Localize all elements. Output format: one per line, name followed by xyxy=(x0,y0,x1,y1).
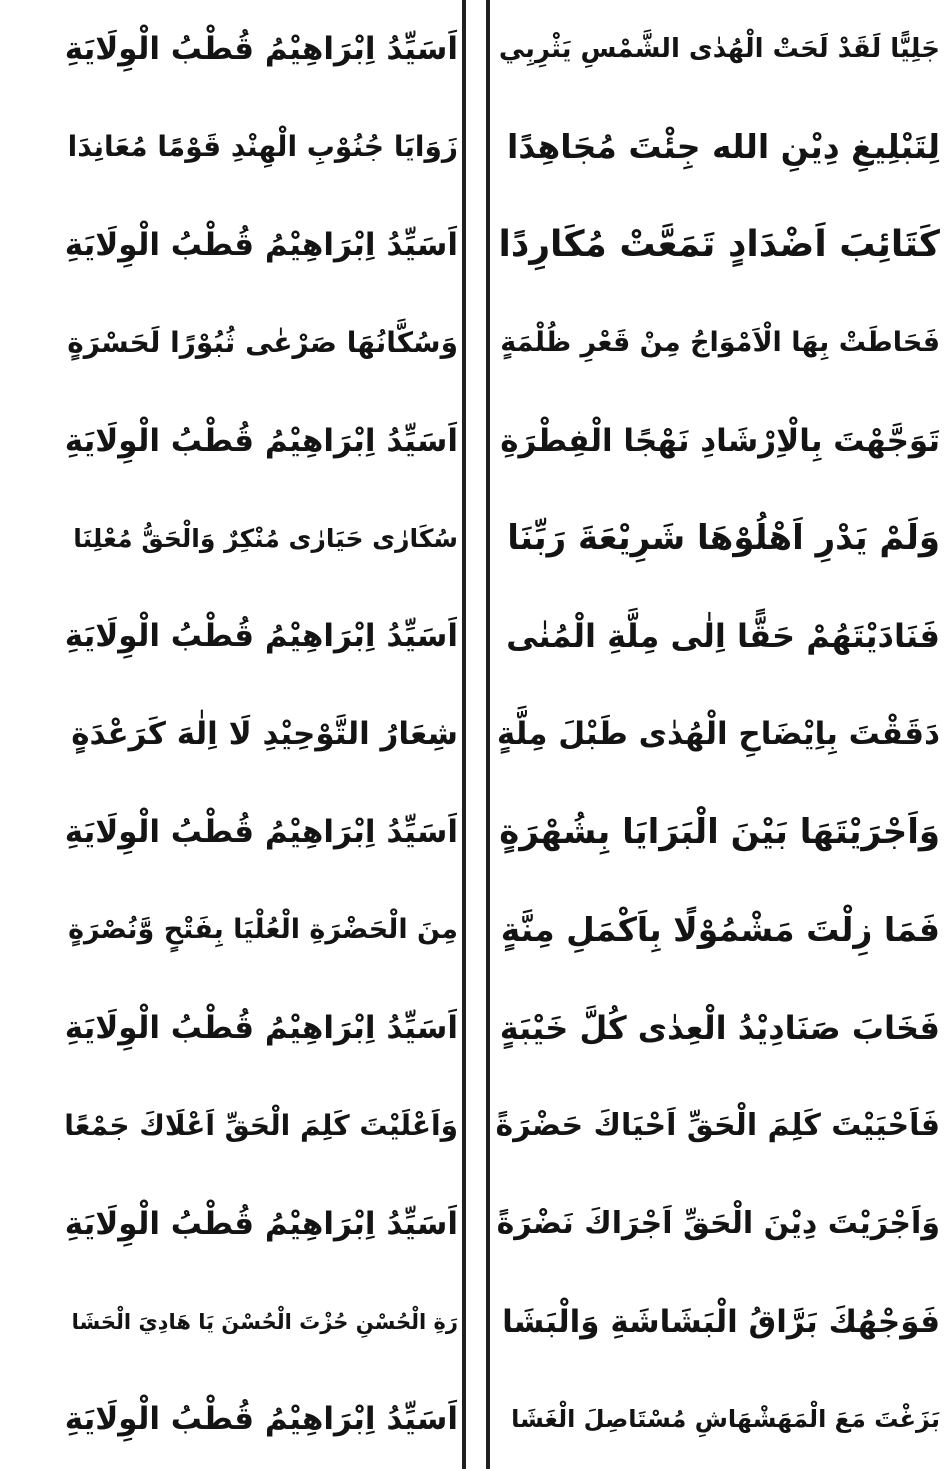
right-verse-10: فَمَا زِلْتَ مَشْمُوْلًا بِاَكْمَلِ مِنَّةٍ xyxy=(500,910,940,950)
right-verse-2: لِتَبْلِيغِ دِيْنِ الله جِئْتَ مُجَاهِدًا xyxy=(506,127,940,167)
left-verse-10: مِنَ الْحَضْرَةِ الْعُلْيَا بِفَتْحٍ وَّنُصْرَةٍ xyxy=(68,914,458,946)
right-verse-5: تَوَجَّهْتَ بِالْاِرْشَادِ نَهْجًا الْفِطْرَةِ xyxy=(500,422,940,459)
right-verse-15: بَزَغْتَ مَعَ الْمَهَشْهَاشِ مُسْتَاصِلَ الْغَشَا xyxy=(511,1405,940,1434)
right-verse-7: فَنَادَيْتَهُمْ حَقًّا اِلٰى مِلَّةِ الْمُنٰى xyxy=(506,617,940,656)
left-verse-6: سُكَارٰى حَيَارٰى مُنْكِرٌ وَالْحَقُّ مُعْلِنَا xyxy=(73,523,458,553)
left-verse-3: اَسَيِّدُ اِبْرَاهِيْمُ قُطْبُ الْوِلَايَةِ xyxy=(64,226,458,263)
left-verse-7: اَسَيِّدُ اِبْرَاهِيْمُ قُطْبُ الْوِلَايَةِ xyxy=(64,618,458,655)
left-verse-4: وَسُكَّانُهَا صَرْعٰى ثُبُوْرًا لَحَسْرَةٍ xyxy=(67,326,458,360)
left-column-verses xyxy=(62,0,458,1469)
left-verse-11: اَسَيِّدُ اِبْرَاهِيْمُ قُطْبُ الْوِلَايَةِ xyxy=(64,1009,458,1046)
left-verse-13: اَسَيِّدُ اِبْرَاهِيْمُ قُطْبُ الْوِلَايَةِ xyxy=(64,1205,458,1242)
right-verse-8: دَقَقْتَ بِاِيْضَاحِ الْهُدٰى طَبْلَ مِلَّةٍ xyxy=(496,716,940,753)
left-verse-5: اَسَيِّدُ اِبْرَاهِيْمُ قُطْبُ الْوِلَايَةِ xyxy=(64,422,458,459)
right-verse-12: فَاَحْيَيْتَ كَلِمَ الْحَقِّ اَحْيَاكَ حَضْرَةً xyxy=(496,1108,940,1144)
left-verse-2: زَوَايَا جُنُوْبِ الْهِنْدِ قَوْمًا مُعَانِدَا xyxy=(67,130,458,164)
right-verse-14: فَوَجْهُكَ بَرَّاقُ الْبَشَاشَةِ وَالْبَشَا xyxy=(502,1303,940,1340)
right-verse-3: كَتَائِبَ اَضْدَادٍ تَمَعَّتْ مُكَارِدًا xyxy=(498,224,940,266)
left-verse-14: رَةِ الْحُسْنِ حُزْتَ الْحُسْنَ يَا هَادِيَ الْحَشَا xyxy=(71,1309,458,1334)
column-divider-line-left xyxy=(462,0,466,1469)
right-column-verses xyxy=(496,0,940,1469)
column-divider-line-right xyxy=(486,0,490,1469)
right-verse-11: فَخَابَ صَنَادِيْدُ الْعِدٰى كُلَّ خَيْبَةٍ xyxy=(499,1008,940,1047)
right-verse-1: جَلِيًّا لَقَدْ لَحَتْ الْهُدٰى الشَّمْسِ يَثْرِبِي xyxy=(498,33,940,64)
left-verse-12: وَاَعْلَيْتَ كَلِمَ الْحَقِّ اَعْلَاكَ جَمْعًا xyxy=(64,1109,458,1143)
left-verse-8: شِعَارُ التَّوْحِيْدِ لَا اِلٰهَ كَرَعْدَةٍ xyxy=(71,716,458,753)
left-verse-1: اَسَيِّدُ اِبْرَاهِيْمُ قُطْبُ الْوِلَايَةِ xyxy=(64,30,458,67)
right-verse-6: وَلَمْ يَدْرِ اَهْلُوْهَا شَرِيْعَةَ رَبِّنَا xyxy=(507,518,940,559)
right-verse-4: فَحَاطَتْ بِهَا الْاَمْوَاجُ مِنْ قَعْرِ ظُلْمَةٍ xyxy=(500,327,940,359)
left-verse-9: اَسَيِّدُ اِبْرَاهِيْمُ قُطْبُ الْوِلَايَةِ xyxy=(64,814,458,851)
right-verse-13: وَاَجْرَيْتَ دِيْنَ الْحَقِّ اَجْرَاكَ نَضْرَةً xyxy=(496,1206,940,1242)
right-verse-9: وَاَجْرَيْتَهَا بَيْنَ الْبَرَايَا بِشُهْرَةٍ xyxy=(499,812,940,853)
left-verse-15: اَسَيِّدُ اِبْرَاهِيْمُ قُطْبُ الْوِلَايَةِ xyxy=(64,1401,458,1438)
